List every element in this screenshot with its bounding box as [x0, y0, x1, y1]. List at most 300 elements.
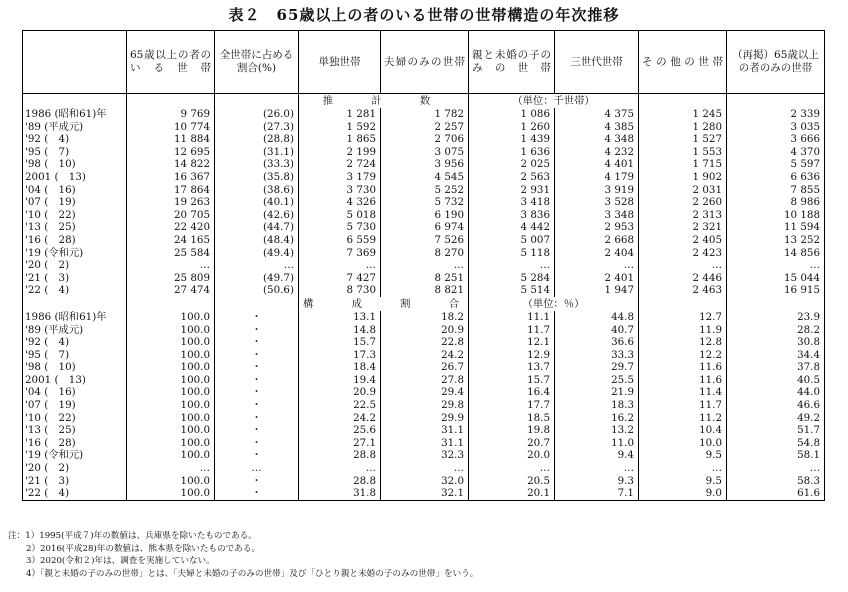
table-cell: 2 563	[469, 171, 555, 184]
table-cell: 11.0	[555, 437, 639, 450]
table-cell: 27.1	[299, 437, 381, 450]
year-cell: '13 ( 25)	[23, 424, 127, 437]
table-cell: 2 463	[639, 284, 727, 297]
table-cell: 36.6	[555, 336, 639, 349]
table-cell: 1 260	[469, 121, 555, 134]
table-cell: 10 188	[727, 209, 825, 222]
table-cell: 29.8	[381, 399, 469, 412]
table-cell: 34.4	[727, 349, 825, 362]
year-cell: '16 ( 28)	[23, 437, 127, 450]
section-unit: （単位：千世帯）	[469, 94, 639, 109]
table-cell: 10.0	[639, 437, 727, 450]
table-cell: 28.8	[299, 475, 381, 488]
table-cell: 5 018	[299, 209, 381, 222]
empty-cell	[215, 297, 299, 311]
table-cell: 3 075	[381, 146, 469, 159]
table-cell: 12.9	[469, 349, 555, 362]
section-header-row	[23, 94, 825, 109]
table-cell: 1 086	[469, 108, 555, 121]
year-cell: '89 (平成元)	[23, 324, 127, 337]
table-cell: (27.3)	[215, 121, 299, 134]
table-cell: 100.0	[127, 386, 215, 399]
table-cell: 3 179	[299, 171, 381, 184]
table-row	[23, 108, 825, 121]
table-cell: 3 919	[555, 184, 639, 197]
table-cell: 12.2	[639, 349, 727, 362]
table-cell: 2 405	[639, 234, 727, 247]
table-cell: 5 732	[381, 196, 469, 209]
table-cell: 17.7	[469, 399, 555, 412]
table-cell: 20.9	[299, 386, 381, 399]
table-cell: 9.5	[639, 449, 727, 462]
year-cell: '21 ( 3)	[23, 475, 127, 488]
header-year	[23, 31, 127, 94]
table-cell: 4 232	[555, 146, 639, 159]
table-cell: (26.0)	[215, 108, 299, 121]
table-cell: 46.6	[727, 399, 825, 412]
table-cell: 13.2	[555, 424, 639, 437]
table-cell: 8 821	[381, 284, 469, 297]
table-cell: ・	[215, 336, 299, 349]
table-cell: 100.0	[127, 449, 215, 462]
empty-cell	[639, 297, 727, 311]
table-cell: 8 270	[381, 247, 469, 260]
table-cell: ・	[215, 361, 299, 374]
table-row	[23, 487, 825, 500]
table-cell: …	[639, 259, 727, 272]
year-cell: '92 ( 4)	[23, 133, 127, 146]
table-cell: …	[299, 259, 381, 272]
section-header-row	[23, 297, 825, 311]
table-cell: 11.7	[639, 399, 727, 412]
table-cell: 22.5	[299, 399, 381, 412]
table-cell: 16 367	[127, 171, 215, 184]
table-cell: 6 974	[381, 221, 469, 234]
table-cell: 12.7	[639, 311, 727, 324]
table-cell: 3 528	[555, 196, 639, 209]
table-cell: (48.4)	[215, 234, 299, 247]
table-cell: 7 369	[299, 247, 381, 260]
table-cell: …	[555, 462, 639, 475]
table-cell: (42.6)	[215, 209, 299, 222]
table-cell: 100.0	[127, 361, 215, 374]
table-cell: (38.6)	[215, 184, 299, 197]
table-row	[23, 311, 825, 324]
table-cell: ・	[215, 349, 299, 362]
table-cell: ・	[215, 449, 299, 462]
year-cell: '20 ( 2)	[23, 462, 127, 475]
table-cell: 1 715	[639, 158, 727, 171]
table-cell: 49.2	[727, 412, 825, 425]
table-cell: 44.0	[727, 386, 825, 399]
table-cell: 11 884	[127, 133, 215, 146]
table-row	[23, 247, 825, 260]
table-cell: 4 442	[469, 221, 555, 234]
year-cell: '22 ( 4)	[23, 487, 127, 500]
table-cell: 54.8	[727, 437, 825, 450]
table-body	[23, 94, 825, 501]
table-cell: …	[639, 462, 727, 475]
header-share-of-all: 全世帯に占める割合(%)	[215, 31, 299, 94]
table-cell: 3 348	[555, 209, 639, 222]
section-label: 推 計 数	[299, 94, 469, 109]
table-cell: 15 044	[727, 272, 825, 285]
header-elderly-only: （再掲）65歳以上の者のみの世帯	[727, 31, 825, 94]
table-cell: 5 597	[727, 158, 825, 171]
table-cell: 100.0	[127, 374, 215, 387]
table-cell: 2 401	[555, 272, 639, 285]
table-cell: 5 730	[299, 221, 381, 234]
table-cell: 100.0	[127, 336, 215, 349]
table-cell: 12.8	[639, 336, 727, 349]
table-cell: ・	[215, 475, 299, 488]
table-title: 表２ 65歳以上の者のいる世帯の世帯構造の年次推移	[228, 6, 620, 24]
year-cell: '92 ( 4)	[23, 336, 127, 349]
table-cell: 3 730	[299, 184, 381, 197]
table-cell: (31.1)	[215, 146, 299, 159]
table-cell: 25 809	[127, 272, 215, 285]
year-cell: '89 (平成元)	[23, 121, 127, 134]
table-row	[23, 158, 825, 171]
table-cell: …	[727, 462, 825, 475]
table-cell: 18.3	[555, 399, 639, 412]
table-cell: 2 321	[639, 221, 727, 234]
table-cell: 7 427	[299, 272, 381, 285]
table-row	[23, 196, 825, 209]
table-row	[23, 437, 825, 450]
header-row	[23, 31, 825, 94]
table-cell: 11.6	[639, 361, 727, 374]
table-cell: 2 031	[639, 184, 727, 197]
year-cell: '10 ( 22)	[23, 412, 127, 425]
footnote: 4）「親と未婚の子のみの世帯」とは、「夫婦と未婚の子のみの世帯」及び「ひとり親と未婚の子のみの世帯」をいう。	[26, 568, 479, 579]
section-unit: （単位：％）	[469, 297, 639, 311]
table-cell: 2 931	[469, 184, 555, 197]
year-cell: '22 ( 4)	[23, 284, 127, 297]
header-households-65plus: 65歳以上の者のいる世帯	[127, 31, 215, 94]
year-cell: '16 ( 28)	[23, 234, 127, 247]
empty-cell	[727, 297, 825, 311]
footnote: 3）2020(令和２)年は、調査を実施していない。	[26, 556, 215, 567]
table-cell: (40.1)	[215, 196, 299, 209]
year-cell: '98 ( 10)	[23, 361, 127, 374]
table-cell: 5 252	[381, 184, 469, 197]
table-cell: 4 545	[381, 171, 469, 184]
table-cell: 23.9	[727, 311, 825, 324]
table-cell: 1 439	[469, 133, 555, 146]
table-cell: 31.1	[381, 437, 469, 450]
table-cell: 1 280	[639, 121, 727, 134]
table-cell: …	[555, 259, 639, 272]
table-cell: ・	[215, 374, 299, 387]
table-cell: 30.8	[727, 336, 825, 349]
table-cell: 13 252	[727, 234, 825, 247]
table-cell: 11.7	[469, 324, 555, 337]
table-cell: ・	[215, 437, 299, 450]
table-row	[23, 361, 825, 374]
table-cell: 3 666	[727, 133, 825, 146]
table-cell: (49.7)	[215, 272, 299, 285]
table-row	[23, 349, 825, 362]
table-cell: 27.8	[381, 374, 469, 387]
table-cell: 2 257	[381, 121, 469, 134]
table-cell: 16.4	[469, 386, 555, 399]
table-cell: 1 636	[469, 146, 555, 159]
table-cell: 100.0	[127, 311, 215, 324]
table-cell: 22 420	[127, 221, 215, 234]
empty-cell	[639, 94, 727, 109]
table-cell: …	[299, 462, 381, 475]
table-cell: 2 446	[639, 272, 727, 285]
table-row	[23, 121, 825, 134]
table-cell: 2 953	[555, 221, 639, 234]
table-cell: 16 915	[727, 284, 825, 297]
table-cell: 2 668	[555, 234, 639, 247]
table-cell: 21.9	[555, 386, 639, 399]
table-cell: 25 584	[127, 247, 215, 260]
table-cell: 1 592	[299, 121, 381, 134]
year-cell: '20 ( 2)	[23, 259, 127, 272]
table-row	[23, 462, 825, 475]
table-cell: 8 986	[727, 196, 825, 209]
table-cell: 4 401	[555, 158, 639, 171]
year-cell: '21 ( 3)	[23, 272, 127, 285]
table-cell: 3 418	[469, 196, 555, 209]
table-cell: 37.8	[727, 361, 825, 374]
table-cell: 100.0	[127, 475, 215, 488]
table-cell: …	[727, 259, 825, 272]
table-cell: 1 281	[299, 108, 381, 121]
table-cell: 100.0	[127, 399, 215, 412]
table-cell: …	[127, 462, 215, 475]
table-cell: 2 313	[639, 209, 727, 222]
year-cell: '04 ( 16)	[23, 184, 127, 197]
table-cell: 10.4	[639, 424, 727, 437]
household-structure-table	[22, 30, 825, 501]
table-cell: …	[381, 259, 469, 272]
table-row	[23, 374, 825, 387]
table-cell: 1 527	[639, 133, 727, 146]
table-cell: 11.2	[639, 412, 727, 425]
table-cell: 17.3	[299, 349, 381, 362]
table-row	[23, 449, 825, 462]
table-cell: …	[469, 259, 555, 272]
table-row	[23, 336, 825, 349]
table-cell: 20.5	[469, 475, 555, 488]
table-cell: 28.8	[299, 449, 381, 462]
table-cell: 2 404	[555, 247, 639, 260]
table-cell: 40.7	[555, 324, 639, 337]
table-row	[23, 133, 825, 146]
table-cell: 1 947	[555, 284, 639, 297]
table-cell: 5 118	[469, 247, 555, 260]
table-cell: 9.3	[555, 475, 639, 488]
table-cell: 1 782	[381, 108, 469, 121]
table-cell: 14.8	[299, 324, 381, 337]
table-cell: 2 339	[727, 108, 825, 121]
table-cell: 100.0	[127, 437, 215, 450]
table-cell: 7 526	[381, 234, 469, 247]
table-cell: 4 179	[555, 171, 639, 184]
empty-cell	[215, 94, 299, 109]
table-cell: 3 956	[381, 158, 469, 171]
table-cell: 14 822	[127, 158, 215, 171]
table-cell: 28.2	[727, 324, 825, 337]
table-cell: 5 007	[469, 234, 555, 247]
table-cell: 20.7	[469, 437, 555, 450]
table-cell: ・	[215, 399, 299, 412]
table-cell: ・	[215, 412, 299, 425]
table-cell: 11.4	[639, 386, 727, 399]
table-cell: 14 856	[727, 247, 825, 260]
footnote: 2）2016(平成28)年の数値は、熊本県を除いたものである。	[26, 543, 261, 554]
table-cell: ・	[215, 487, 299, 500]
table-cell: 6 559	[299, 234, 381, 247]
table-cell: 58.3	[727, 475, 825, 488]
table-row	[23, 221, 825, 234]
table-cell: 11.1	[469, 311, 555, 324]
table-cell: 33.3	[555, 349, 639, 362]
table-cell: 11.9	[639, 324, 727, 337]
table-row	[23, 184, 825, 197]
table-cell: 6 636	[727, 171, 825, 184]
table-cell: 4 385	[555, 121, 639, 134]
table-cell: 2 706	[381, 133, 469, 146]
empty-cell	[127, 94, 215, 109]
table-cell: 29.4	[381, 386, 469, 399]
table-row	[23, 146, 825, 159]
table-cell: 24 165	[127, 234, 215, 247]
table-cell: 9.4	[555, 449, 639, 462]
table-cell: 20.9	[381, 324, 469, 337]
table-row	[23, 284, 825, 297]
year-cell: '95 ( 7)	[23, 349, 127, 362]
header-three-generation: 三世代世帯	[555, 31, 639, 94]
table-cell: 31.1	[381, 424, 469, 437]
table-row	[23, 386, 825, 399]
table-cell: 7 855	[727, 184, 825, 197]
table-row	[23, 209, 825, 222]
table-cell: 15.7	[299, 336, 381, 349]
table-cell: 4 326	[299, 196, 381, 209]
table-cell: 12.1	[469, 336, 555, 349]
table-cell: 18.5	[469, 412, 555, 425]
header-other: その他の世帯	[639, 31, 727, 94]
table-cell: ・	[215, 324, 299, 337]
table-cell: 58.1	[727, 449, 825, 462]
section-label: 構 成 割 合	[299, 297, 469, 311]
table-cell: ・	[215, 424, 299, 437]
table-cell: 100.0	[127, 487, 215, 500]
table-cell: 20 705	[127, 209, 215, 222]
table-cell: 25.6	[299, 424, 381, 437]
table-cell: 3 035	[727, 121, 825, 134]
table-cell: 1 865	[299, 133, 381, 146]
footnotes	[8, 530, 828, 580]
table-cell: 51.7	[727, 424, 825, 437]
table-cell: (35.8)	[215, 171, 299, 184]
table-cell: 22.8	[381, 336, 469, 349]
year-cell: '04 ( 16)	[23, 386, 127, 399]
table-cell: 2 724	[299, 158, 381, 171]
table-cell: 1 245	[639, 108, 727, 121]
table-cell: 100.0	[127, 412, 215, 425]
year-cell: 1986 (昭和61)年	[23, 311, 127, 324]
year-cell: '07 ( 19)	[23, 399, 127, 412]
table-cell: …	[215, 259, 299, 272]
header-parent-unmarried-child: 親と未婚の子のみの世帯	[469, 31, 555, 94]
table-cell: 4 370	[727, 146, 825, 159]
table-cell: 11.6	[639, 374, 727, 387]
table-row	[23, 399, 825, 412]
empty-cell	[23, 297, 127, 311]
year-cell: '95 ( 7)	[23, 146, 127, 159]
table-cell: 100.0	[127, 349, 215, 362]
table-cell: 20.1	[469, 487, 555, 500]
table-cell: ・	[215, 386, 299, 399]
table-cell: …	[469, 462, 555, 475]
table-cell: 20.0	[469, 449, 555, 462]
table-cell: 32.0	[381, 475, 469, 488]
table-cell: …	[215, 462, 299, 475]
table-row	[23, 272, 825, 285]
table-cell: 3 836	[469, 209, 555, 222]
table-cell: 7.1	[555, 487, 639, 500]
table-row	[23, 475, 825, 488]
table-cell: 26.7	[381, 361, 469, 374]
empty-cell	[23, 94, 127, 109]
table-row	[23, 424, 825, 437]
year-cell: 2001 ( 13)	[23, 171, 127, 184]
footnote: 注：1）1995(平成７)年の数値は、兵庫県を除いたものである。	[8, 531, 257, 541]
table-cell: 100.0	[127, 324, 215, 337]
table-cell: 2 260	[639, 196, 727, 209]
table-cell: 4 375	[555, 108, 639, 121]
table-cell: 29.9	[381, 412, 469, 425]
table-cell: …	[127, 259, 215, 272]
table-cell: 18.2	[381, 311, 469, 324]
table-cell: (50.6)	[215, 284, 299, 297]
table-cell: 2 199	[299, 146, 381, 159]
table-cell: 13.1	[299, 311, 381, 324]
table-cell: 17 864	[127, 184, 215, 197]
table-cell: 61.6	[727, 487, 825, 500]
table-cell: 24.2	[299, 412, 381, 425]
table-cell: 9.0	[639, 487, 727, 500]
table-cell: 11 594	[727, 221, 825, 234]
table-cell: (44.7)	[215, 221, 299, 234]
table-cell: 44.8	[555, 311, 639, 324]
table-cell: 16.2	[555, 412, 639, 425]
table-row	[23, 259, 825, 272]
empty-cell	[127, 297, 215, 311]
year-cell: '07 ( 19)	[23, 196, 127, 209]
table-cell: 32.3	[381, 449, 469, 462]
table-cell: 4 348	[555, 133, 639, 146]
header-single: 単独世帯	[299, 31, 381, 94]
table-cell: 13.7	[469, 361, 555, 374]
table-cell: 2 025	[469, 158, 555, 171]
header-couple-only: 夫婦のみの世帯	[381, 31, 469, 94]
table-cell: 8 251	[381, 272, 469, 285]
table-cell: …	[381, 462, 469, 475]
table-cell: 9 769	[127, 108, 215, 121]
year-cell: 1986 (昭和61)年	[23, 108, 127, 121]
year-cell: '98 ( 10)	[23, 158, 127, 171]
table-cell: 9.5	[639, 475, 727, 488]
table-cell: (28.8)	[215, 133, 299, 146]
table-cell: 100.0	[127, 424, 215, 437]
